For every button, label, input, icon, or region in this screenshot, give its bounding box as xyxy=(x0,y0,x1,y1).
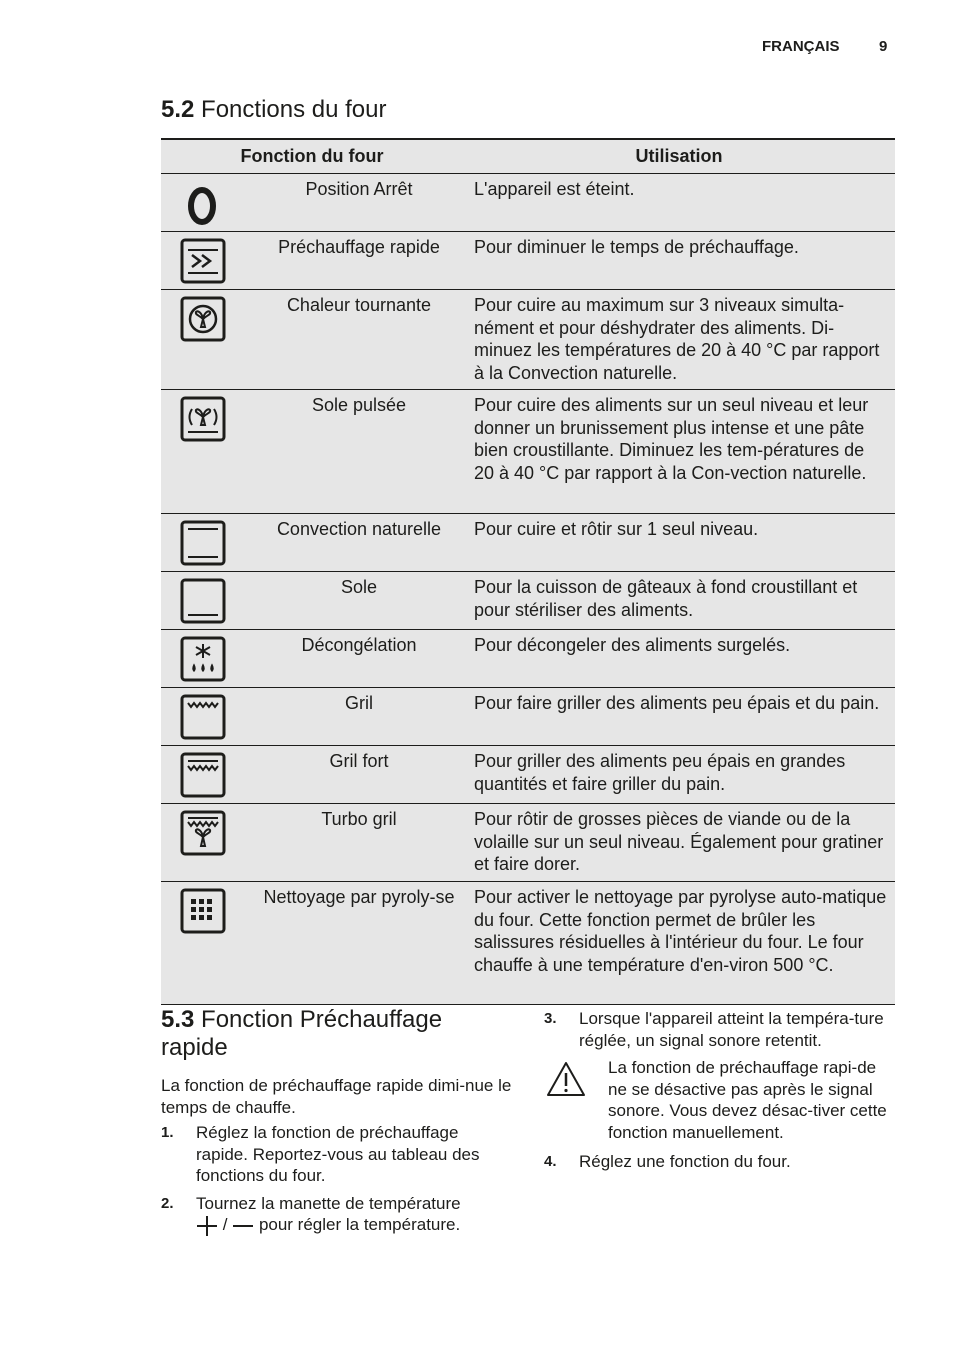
table-row xyxy=(161,232,895,290)
fast-preheat-icon xyxy=(180,237,228,285)
step-number: 1. xyxy=(161,1124,174,1141)
step-number: 2. xyxy=(161,1194,174,1212)
table-row xyxy=(161,688,895,746)
function-usage: Pour cuire des aliments sur un seul niveau et leur donner un brunissement plus intense et une pâte bien croustillante. Diminuez les tem-pératures de 20 à 40 °C par rapport à la Con-vection naturelle. xyxy=(474,395,869,483)
plus-icon xyxy=(196,1215,218,1237)
section-number: 5.2 xyxy=(161,96,195,123)
section-title-text: Fonction Préchauffage rapide xyxy=(161,1006,443,1061)
function-usage: Pour décongeler des aliments surgelés. xyxy=(474,635,791,655)
warning-triangle-icon xyxy=(546,1061,586,1097)
function-name: Position Arrêt xyxy=(305,179,413,199)
header-usage: Utilisation xyxy=(635,146,723,166)
function-name: Nettoyage par pyroly-se xyxy=(263,887,455,907)
section-title-text: Fonctions du four xyxy=(201,96,387,123)
function-name: Gril fort xyxy=(329,751,389,771)
table-row xyxy=(161,882,895,1005)
pyrolysis-icon xyxy=(180,887,228,935)
function-name: Chaleur tournante xyxy=(286,295,432,315)
fan-bottom-heat-icon xyxy=(180,395,228,443)
section-number: 5.3 xyxy=(161,1006,195,1033)
function-name: Gril xyxy=(345,693,373,713)
header-language: FRANÇAIS xyxy=(762,38,840,55)
function-usage: Pour la cuisson de gâteaux à fond croustillant et pour stériliser des aliments. xyxy=(474,577,858,620)
section-5-2-title xyxy=(161,96,386,124)
function-usage: Pour cuire et rôtir sur 1 seul niveau. xyxy=(474,519,759,539)
function-name: Décongélation xyxy=(301,635,417,655)
table-row xyxy=(161,746,895,804)
table-row xyxy=(161,174,895,232)
function-usage: Pour diminuer le temps de préchauffage. xyxy=(474,237,799,257)
top-bottom-heat-icon xyxy=(180,519,228,567)
bottom-heat-icon xyxy=(180,577,228,625)
section-5-3-title xyxy=(161,1006,491,1062)
table-row xyxy=(161,514,895,572)
function-usage: Pour cuire au maximum sur 3 niveaux simulta-nément et pour déshydrater des aliments. Di-minuez les températures de 20 à 40 °C par rapport à la Convection naturelle. xyxy=(474,295,880,383)
step-text: Réglez une fonction du four. xyxy=(579,1152,791,1171)
step-text: Tournez la manette de température xyxy=(196,1193,461,1213)
off-zero-icon xyxy=(180,179,228,227)
minus-icon xyxy=(232,1215,254,1237)
function-usage: L'appareil est éteint. xyxy=(474,179,635,199)
page-number: 9 xyxy=(879,38,888,55)
function-name: Sole pulsée xyxy=(311,395,407,415)
intro-paragraph: La fonction de préchauffage rapide dimi-nue le temps de chauffe. xyxy=(161,1076,512,1117)
table-row xyxy=(161,804,895,882)
table-row xyxy=(161,630,895,688)
table-row xyxy=(161,390,895,514)
function-name: Convection naturelle xyxy=(276,519,442,539)
grill-icon xyxy=(180,693,228,741)
step-number: 3. xyxy=(544,1010,557,1027)
list-item xyxy=(544,1151,894,1173)
step-separator: / xyxy=(222,1215,228,1234)
function-name: Sole xyxy=(340,577,378,597)
step-text: pour régler la température. xyxy=(258,1215,461,1234)
header-function: Fonction du four xyxy=(240,146,384,166)
function-usage: Pour rôtir de grosses pièces de viande ou de la volaille sur un seul niveau. Également pour gratiner et faire dorer. xyxy=(474,809,884,874)
fast-grill-icon xyxy=(180,751,228,799)
table-row xyxy=(161,572,895,630)
step-text: Réglez la fonction de préchauffage rapide. Reportez-vous au tableau des fonctions du four. xyxy=(196,1123,480,1185)
table-header xyxy=(161,138,895,174)
list-item xyxy=(544,1008,894,1051)
defrost-icon xyxy=(180,635,228,683)
turbo-grill-icon xyxy=(180,809,228,857)
oven-functions-table xyxy=(161,138,895,1005)
right-column xyxy=(544,1008,894,1179)
warning-note xyxy=(544,1057,894,1143)
table-row xyxy=(161,290,895,390)
list-item xyxy=(161,1122,513,1187)
fan-icon xyxy=(180,295,228,343)
function-name: Turbo gril xyxy=(321,809,397,829)
warning-text: La fonction de préchauffage rapi-de ne se désactive pas après le signal sonore. Vous devez désac-tiver cette fonction manuellement. xyxy=(608,1058,887,1142)
function-usage: Pour griller des aliments peu épais en grandes quantités et faire griller du pain. xyxy=(474,751,846,794)
function-usage: Pour activer le nettoyage par pyrolyse auto-matique du four. Cette fonction permet de brûler les salissures résiduelles à l'intérieur du four. Le four chauffe à une température d'en-viron 500 °C. xyxy=(474,887,887,975)
step-number: 4. xyxy=(544,1153,557,1170)
function-usage: Pour faire griller des aliments peu épais et du pain. xyxy=(474,693,880,713)
left-column xyxy=(161,1075,513,1243)
step-text: Lorsque l'appareil atteint la tempéra-ture réglée, un signal sonore retentit. xyxy=(579,1009,884,1050)
function-name: Préchauffage rapide xyxy=(278,237,440,257)
list-item xyxy=(161,1193,513,1237)
